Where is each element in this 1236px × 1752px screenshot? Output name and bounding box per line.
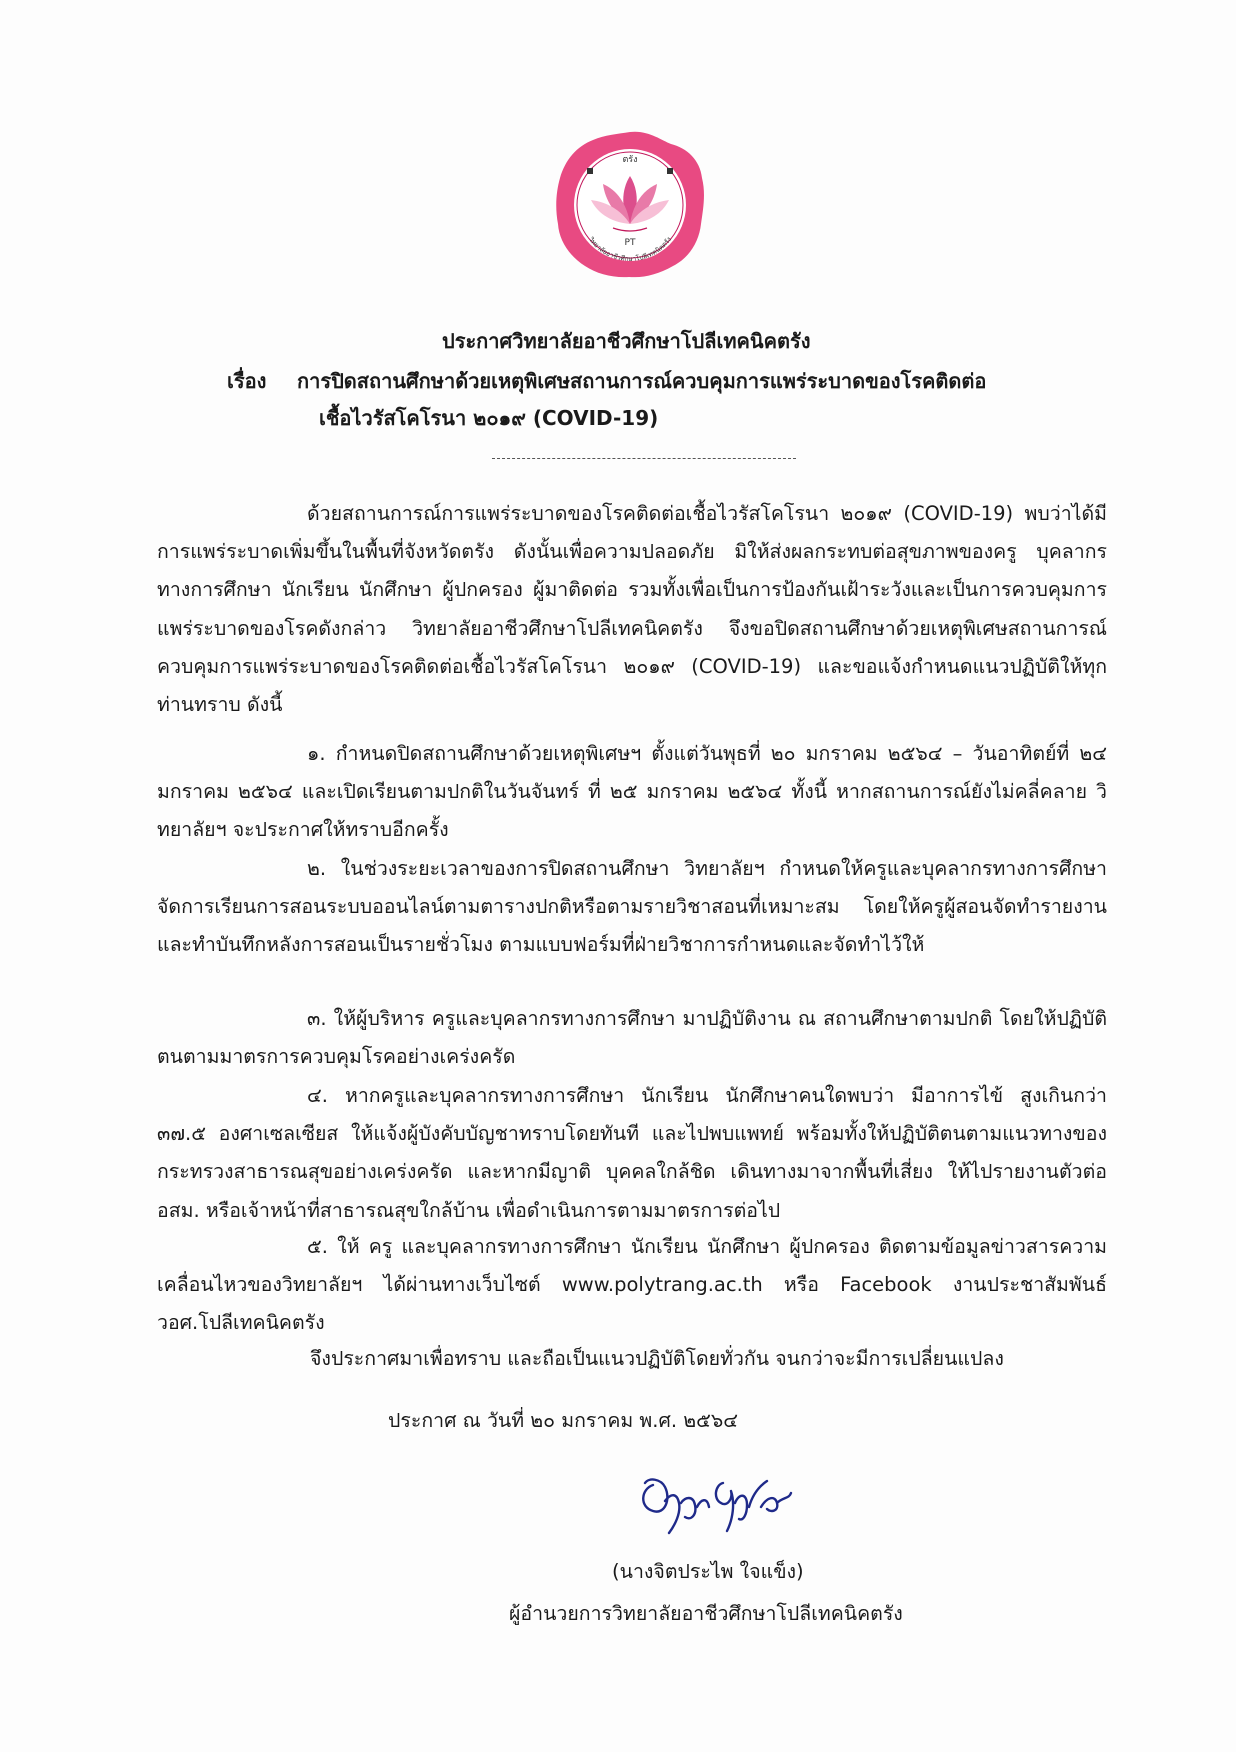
handwritten-signature: [635, 1463, 800, 1538]
announcement-date: ประกาศ ณ วันที่ ๒๐ มกราคม พ.ศ. ๒๕๖๔: [388, 1409, 738, 1432]
subject-line: [227, 365, 986, 397]
college-logo: [553, 128, 708, 280]
item-3-paragraph: ๓. ให้ผู้บริหาร ครูและบุคลากรทางการศึกษา มาปฏิบัติงาน ณ สถานศึกษาตามปกติ โดยให้ปฏิบัติตนตามมาตรการควบคุมโรคอย่างเคร่งครัด: [157, 1007, 1107, 1069]
subject-text-continued: เชื้อไวรัสโคโรนา ๒๐๑๙ (COVID-19): [319, 406, 659, 430]
logo-top-text: ตรัง: [622, 155, 638, 165]
dashed-divider: [492, 458, 796, 459]
logo-bottom-text: PT: [624, 238, 636, 248]
intro-paragraph: ด้วยสถานการณ์การแพร่ระบาดของโรคติดต่อเชื้อไวรัสโคโรนา ๒๐๑๙ (COVID-19) พบว่าได้มีการแพร่ระบาดเพิ่มขึ้นในพื้นที่จังหวัดตรัง ดังนั้นเพื่อความปลอดภัย มิให้ส่งผลกระทบต่อสุขภาพของครู บุคลากรทางการศึกษา นักเรียน นักศึกษา ผู้ปกครอง ผู้มาติดต่อ รวมทั้งเพื่อเป็นการป้องกันเฝ้าระวังและเป็นการควบคุมการแพร่ระบาดของโรคดังกล่าว วิทยาลัยอาชีวศึกษาโปลีเทคนิคตรัง จึงขอปิดสถานศึกษาด้วยเหตุพิเศษสถานการณ์ควบคุมการแพร่ระบาดของโรคติดต่อเชื้อไวรัสโคโรนา ๒๐๑๙ (COVID-19) และขอแจ้งกำหนดแนวปฏิบัติให้ทุกท่านทราบ ดังนี้: [157, 502, 1107, 717]
item-1-paragraph: ๑. กำหนดปิดสถานศึกษาด้วยเหตุพิเศษฯ ตั้งแต่วันพุธที่ ๒๐ มกราคม ๒๕๖๔ – วันอาทิตย์ที่ ๒๔ มกราคม ๒๕๖๔ และเปิดเรียนตามปกติในวันจันทร์ ที่ ๒๕ มกราคม ๒๕๖๔ ทั้งนี้ หากสถานการณ์ยังไม่คลี่คลาย วิทยาลัยฯ จะประกาศให้ทราบอีกครั้ง: [157, 742, 1107, 842]
item-2-paragraph: ๒. ในช่วงระยะเวลาของการปิดสถานศึกษา วิทยาลัยฯ กำหนดให้ครูและบุคลากรทางการศึกษา จัดการเรียนการสอนระบบออนไลน์ตามตารางปกติหรือตามรายวิชาสอนที่เหมาะสม โดยให้ครูผู้สอนจัดทำรายงาน และทำบันทึกหลังการสอนเป็นรายชั่วโมง ตามแบบฟอร์มที่ฝ่ายวิชาการกำหนดและจัดทำไว้ให้: [157, 857, 1107, 957]
item-4-paragraph: ๔. หากครูและบุคลากรทางการศึกษา นักเรียน นักศึกษาคนใดพบว่า มีอาการไข้ สูงเกินกว่า ๓๗.๕ องศาเซลเซียส ให้แจ้งผู้บังคับบัญชาทราบโดยทันที และไปพบแพทย์ พร้อมทั้งให้ปฏิบัติตนตามแนวทางของกระทรวงสาธารณสุขอย่างเคร่งครัด และหากมีญาติ บุคคลใกล้ชิด เดินทางมาจากพื้นที่เสี่ยง ให้ไปรายงานตัวต่อ อสม. หรือเจ้าหน้าที่สาธารณสุขใกล้บ้าน เพื่อดำเนินการตามมาตรการต่อไป: [157, 1084, 1108, 1222]
item-5-paragraph: ๕. ให้ ครู และบุคลากรทางการศึกษา นักเรียน นักศึกษา ผู้ปกครอง ติดตามข้อมูลข่าวสารความเคลื่อนไหวของวิทยาลัยฯ ได้ผ่านทางเว็บไซต์ www.polytrang.ac.th หรือ Facebook งานประชาสัมพันธ์ วอศ.โปลีเทคนิคตรัง: [157, 1235, 1107, 1335]
subject-label: เรื่อง: [227, 369, 267, 393]
closing-statement: จึงประกาศมาเพื่อทราบ และถือเป็นแนวปฏิบัติโดยทั่วกัน จนกว่าจะมีการเปลี่ยนแปลง: [310, 1347, 1004, 1370]
logo-ring-text: วิทยาลัยอาชีวศึกษาโปลีเทคนิคตรัง: [587, 235, 673, 263]
subject-text: การปิดสถานศึกษาด้วยเหตุพิเศษสถานการณ์ควบคุมการแพร่ระบาดของโรคติดต่อ: [297, 369, 987, 393]
signer-title: ผู้อำนวยการวิทยาลัยอาชีวศึกษาโปลีเทคนิคตรัง: [509, 1602, 903, 1625]
announcement-heading: ประกาศวิทยาลัยอาชีวศึกษาโปลีเทคนิคตรัง: [442, 329, 811, 353]
signer-name: (นางจิตประไพ ใจแข็ง): [612, 1560, 804, 1583]
